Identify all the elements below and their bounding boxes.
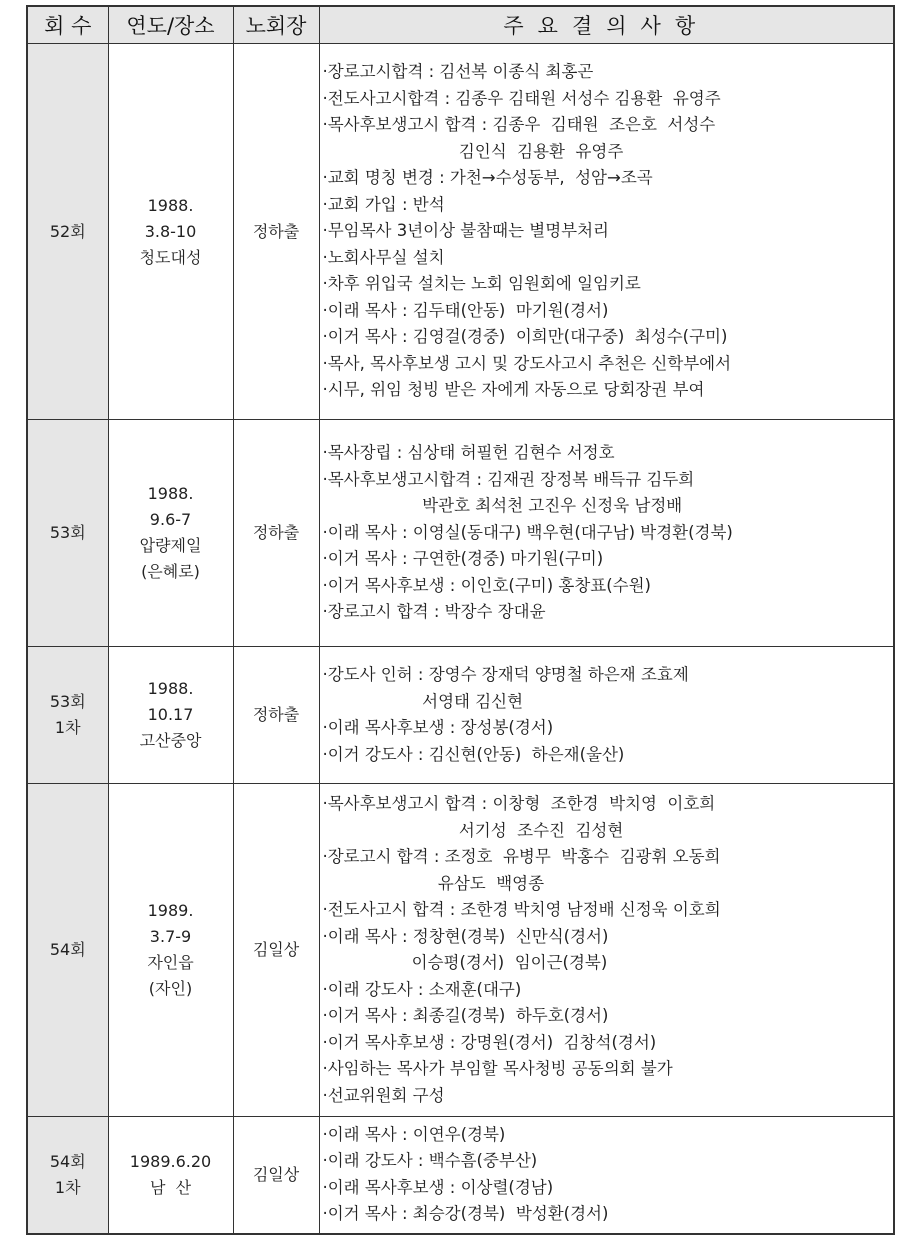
decisions-cell-line: 유삼도 백영종 bbox=[322, 873, 545, 893]
decisions-cell-line: 박관호 최석천 고진우 신정욱 남정배 bbox=[322, 496, 683, 516]
date-place-cell-line: 압량제일 bbox=[139, 536, 202, 555]
moderator-cell bbox=[233, 1117, 319, 1234]
decisions-cell bbox=[319, 647, 894, 784]
date-place-cell-line: 남 산 bbox=[149, 1177, 192, 1197]
date-place-cell-line: 10.17 bbox=[147, 705, 194, 724]
header-date-place: 연도/장소 bbox=[108, 6, 233, 44]
moderator-cell-line: 김일상 bbox=[252, 940, 300, 959]
header-session: 회 수 bbox=[27, 6, 108, 44]
decisions-cell bbox=[319, 1117, 894, 1234]
decisions-cell-line: ·이거 강도사 : 김신현(안동) 하은재(울산) bbox=[322, 744, 625, 764]
session-cell bbox=[27, 784, 108, 1117]
decisions-cell-line: ·장로고시합격 : 김선복 이종식 최홍곤 bbox=[322, 62, 594, 82]
date-place-cell-line: 1989. bbox=[147, 901, 194, 920]
table-row bbox=[27, 1117, 894, 1234]
decisions-cell-line: ·이래 목사 : 이영실(동대구) 백우현(대구남) 박경환(경북) bbox=[322, 522, 733, 542]
decisions-cell-line: ·이거 목사후보생 : 이인호(구미) 홍창표(수원) bbox=[322, 575, 651, 595]
decisions-cell-line: ·무임목사 3년이상 불참때는 별명부처리 bbox=[322, 221, 610, 241]
decisions-cell-line: ·이거 목사 : 김영걸(경중) 이희만(대구중) 최성수(구미) bbox=[322, 327, 728, 347]
session-cell bbox=[27, 1117, 108, 1234]
decisions-cell-line: 서영태 김신현 bbox=[322, 691, 524, 711]
moderator-cell bbox=[233, 420, 319, 647]
date-place-cell bbox=[108, 44, 233, 420]
moderator-cell bbox=[233, 647, 319, 784]
decisions-cell bbox=[319, 420, 894, 647]
decisions-cell bbox=[319, 784, 894, 1117]
moderator-cell-line: 정하출 bbox=[252, 523, 300, 542]
table-row bbox=[27, 420, 894, 647]
session-cell-line: 1차 bbox=[54, 1177, 81, 1197]
session-cell-line: 52회 bbox=[49, 221, 86, 241]
table-row bbox=[27, 44, 894, 420]
header-moderator: 노회장 bbox=[233, 6, 319, 44]
decisions-cell-line: ·전도사고시 합격 : 조한경 박치영 남정배 신정욱 이호희 bbox=[322, 900, 721, 919]
decisions-cell-line: ·이래 강도사 : 소재훈(대구) bbox=[322, 979, 522, 999]
date-place-cell-line: 3.7-9 bbox=[149, 927, 192, 946]
decisions-cell-line: ·이거 목사 : 최종길(경북) 하두호(경서) bbox=[322, 1006, 609, 1025]
session-cell bbox=[27, 420, 108, 647]
session-cell-line: 54회 bbox=[49, 1151, 86, 1171]
moderator-cell bbox=[233, 784, 319, 1117]
decisions-cell-line: ·이래 목사 : 이연우(경북) bbox=[322, 1124, 506, 1144]
moderator-cell bbox=[233, 44, 319, 420]
date-place-cell-line: 3.8-10 bbox=[144, 221, 197, 241]
date-place-cell bbox=[108, 420, 233, 647]
decisions-cell-line: ·이거 목사 : 구연한(경중) 마기원(구미) bbox=[322, 549, 604, 569]
header-decisions: 주요결의사항 bbox=[319, 6, 894, 44]
moderator-cell-line: 김일상 bbox=[252, 1164, 300, 1184]
decisions-cell-line: ·이래 목사후보생 : 장성봉(경서) bbox=[322, 718, 554, 737]
table-row bbox=[27, 647, 894, 784]
decisions-cell-line: ·강도사 인허 : 장영수 장재덕 양명철 하은재 조효제 bbox=[322, 665, 689, 684]
decisions-cell-line: ·이래 강도사 : 백수흠(중부산) bbox=[322, 1151, 538, 1171]
decisions-cell-line: ·전도사고시합격 : 김종우 김태원 서성수 김용환 유영주 bbox=[322, 88, 721, 108]
date-place-cell-line: 9.6-7 bbox=[149, 510, 192, 529]
decisions-cell-line: ·목사후보생고시 합격 : 이창형 조한경 박치영 이호희 bbox=[322, 794, 716, 813]
decisions-cell-line: 서기성 조수진 김성현 bbox=[322, 820, 624, 840]
table-body bbox=[27, 44, 894, 1234]
decisions-cell-line: ·교회 명칭 변경 : 가천→수성동부, 성암→조곡 bbox=[322, 168, 653, 188]
decisions-cell-line: ·장로고시 합격 : 조정호 유병무 박홍수 김광휘 오동희 bbox=[322, 847, 721, 866]
session-cell-line: 54회 bbox=[49, 940, 86, 959]
session-cell-line: 53회 bbox=[49, 523, 86, 542]
date-place-cell-line: 1988. bbox=[147, 195, 194, 215]
date-place-cell-line: 고산중앙 bbox=[139, 731, 202, 750]
decisions-cell-line: ·이래 목사후보생 : 이상렬(경남) bbox=[322, 1177, 554, 1197]
moderator-cell-line: 정하출 bbox=[252, 705, 300, 724]
date-place-cell-line: 1988. bbox=[147, 484, 194, 503]
moderator-cell-line: 정하출 bbox=[252, 221, 300, 241]
decisions-cell-line: ·이래 목사 : 김두태(안동) 마기원(경서) bbox=[322, 300, 609, 320]
date-place-cell-line: 청도대성 bbox=[139, 247, 202, 267]
session-cell-line: 53회 bbox=[49, 692, 86, 711]
decisions-cell-line: ·시무, 위임 청빙 받은 자에게 자동으로 당회장권 부여 bbox=[322, 380, 705, 400]
decisions-cell-line: ·이래 목사 : 정창현(경북) 신만식(경서) bbox=[322, 926, 609, 946]
decisions-cell-line: ·이거 목사 : 최승강(경북) 박성환(경서) bbox=[322, 1204, 609, 1224]
decisions-cell-line: ·목사후보생고시 합격 : 김종우 김태원 조은호 서성수 bbox=[322, 115, 716, 135]
header-row bbox=[27, 6, 894, 44]
decisions-cell bbox=[319, 44, 894, 420]
decisions-cell-line: ·목사장립 : 심상태 허필헌 김현수 서정호 bbox=[322, 443, 615, 463]
decisions-cell-line: 김인식 김용환 유영주 bbox=[322, 141, 624, 161]
date-place-cell-line: 1989.6.20 bbox=[129, 1151, 212, 1171]
session-cell bbox=[27, 647, 108, 784]
date-place-cell bbox=[108, 647, 233, 784]
decisions-cell-line: ·사임하는 목사가 부임할 목사청빙 공동의회 불가 bbox=[322, 1059, 673, 1078]
decisions-cell-line: ·선교위원회 구성 bbox=[322, 1085, 445, 1105]
decisions-cell-line: 이승평(경서) 임이근(경북) bbox=[322, 953, 608, 972]
assembly-decisions-table bbox=[26, 5, 895, 1235]
decisions-cell-line: ·차후 위입국 설치는 노회 임원회에 일임키로 bbox=[322, 274, 641, 294]
session-cell bbox=[27, 44, 108, 420]
decisions-cell-line: ·목사, 목사후보생 고시 및 강도사고시 추천은 신학부에서 bbox=[322, 353, 732, 373]
date-place-cell-line: 자인읍 bbox=[147, 953, 194, 972]
decisions-cell-line: ·장로고시 합격 : 박장수 장대윤 bbox=[322, 602, 546, 622]
date-place-cell bbox=[108, 784, 233, 1117]
table-row bbox=[27, 784, 894, 1117]
date-place-cell-line: (자인) bbox=[148, 979, 193, 998]
date-place-cell-line: (은혜로) bbox=[141, 562, 200, 581]
date-place-cell bbox=[108, 1117, 233, 1234]
decisions-cell-line: ·목사후보생고시합격 : 김재권 장정복 배득규 김두희 bbox=[322, 469, 695, 489]
decisions-cell-line: ·이거 목사후보생 : 강명원(경서) 김창석(경서) bbox=[322, 1032, 657, 1052]
date-place-cell-line: 1988. bbox=[147, 679, 194, 698]
session-cell-line: 1차 bbox=[54, 718, 81, 737]
decisions-cell-line: ·노회사무실 설치 bbox=[322, 247, 445, 267]
decisions-cell-line: ·교회 가입 : 반석 bbox=[322, 194, 445, 214]
